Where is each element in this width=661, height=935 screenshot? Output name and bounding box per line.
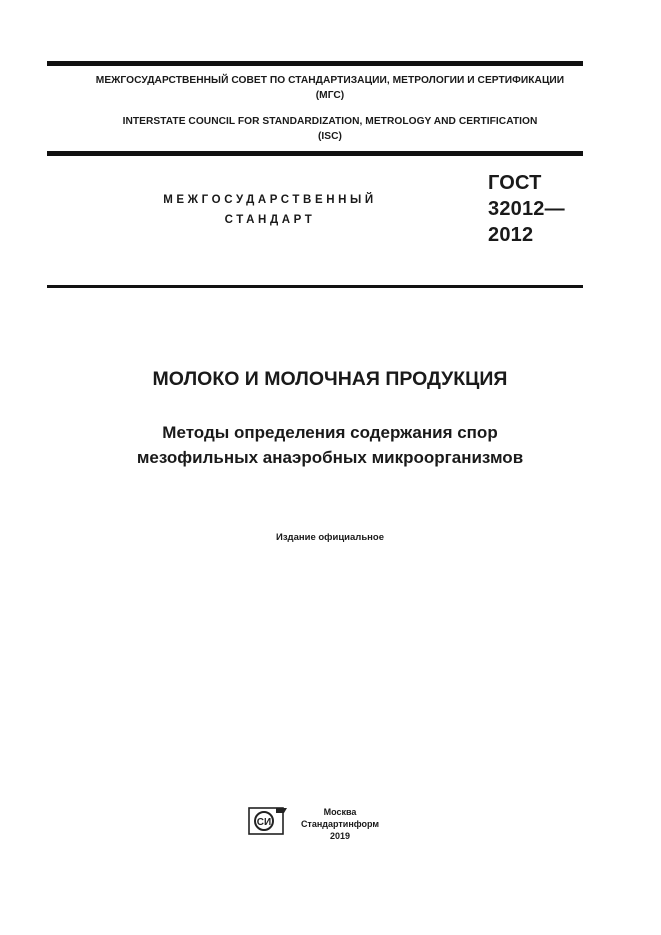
document-subtitle (47, 420, 613, 470)
council-en (47, 114, 613, 144)
standard-kind-line1: МЕЖГОСУДАРСТВЕННЫЙ (163, 194, 377, 206)
council-ru-line2: (МГС) (315, 90, 345, 101)
council-ru (47, 73, 613, 103)
publication-year: 2019 (329, 831, 351, 841)
standard-designation (488, 170, 565, 248)
publisher-city: Москва (323, 807, 357, 817)
designation-line2: 32012— (488, 198, 565, 220)
publisher-name: Стандартинформ (300, 819, 380, 829)
designation-line1: ГОСТ (488, 172, 542, 194)
subtitle-line1: Методы определения содержания спор (162, 423, 498, 442)
designation-line3: 2012 (488, 224, 534, 246)
standard-kind-line2: СТАНДАРТ (224, 214, 316, 226)
council-en-line2: (ISC) (317, 131, 343, 142)
standartinform-logo-icon (248, 806, 288, 836)
middle-divider (47, 151, 583, 156)
top-divider (47, 61, 583, 66)
council-ru-line1: МЕЖГОСУДАРСТВЕННЫЙ СОВЕТ ПО СТАНДАРТИЗАЦИИ, МЕТРОЛОГИИ И СЕРТИФИКАЦИИ (95, 75, 565, 86)
logo-lettering: СИ (256, 817, 272, 828)
document-title: МОЛОКО И МОЛОЧНАЯ ПРОДУКЦИЯ (152, 368, 508, 390)
bottom-divider (47, 285, 583, 288)
subtitle-line2: мезофильных анаэробных микроорганизмов (136, 448, 524, 467)
council-en-line1: INTERSTATE COUNCIL FOR STANDARDIZATION, METROLOGY AND CERTIFICATION (122, 116, 538, 127)
publisher-imprint (300, 806, 380, 842)
edition-label: Издание официальное (276, 532, 384, 543)
